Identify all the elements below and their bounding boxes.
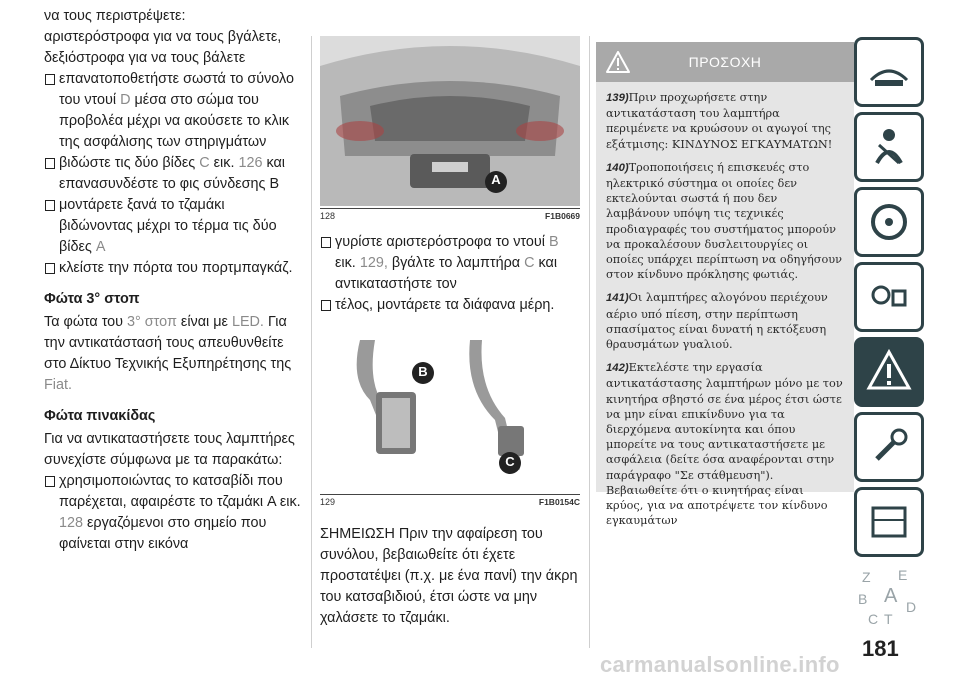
nav-tab-driving[interactable] — [854, 187, 924, 257]
wrench-icon — [857, 415, 921, 479]
middle-column-text — [320, 232, 580, 316]
warning-text: Πριν προχωρήσετε στην αντικατάσταση του λαμπτήρα περιμένετε να κρυώσουν οι αγωγοί της εξάτμισης: ΚΙΝΔΥΝΟΣ ΕΓΚΑΥΜΑΤΩΝ! — [606, 91, 833, 151]
note-text: ΣΗΜΕΙΩΣΗ Πριν την αφαίρεση του συνόλου, βεβαιωθείτε ότι έχετε προστατέψει (π.χ. με ένα πανί) την άκρη του κατσαβιδιού, έτσι ώστε να μην χαλάσετε το τζαμάκι. — [320, 526, 578, 626]
index-letter: E — [898, 567, 908, 583]
step-text: επανατοποθετήστε σωστά το σύνολο του ντουί — [59, 71, 295, 108]
heading-third-brake-light: Φώτα 3° στοπ — [44, 291, 140, 307]
ref-label: A — [95, 239, 106, 255]
step-text: μοντάρετε ξανά το τζαμάκι βιδώνοντας μέχρι το τέρμα τις δύο βίδες — [59, 197, 277, 255]
warning-141 — [606, 290, 844, 352]
warning-139 — [606, 90, 844, 152]
technical-data-icon — [857, 490, 921, 554]
warning-number: 139) — [606, 92, 629, 104]
steering-wheel-icon — [857, 190, 921, 254]
ref-label: B — [548, 234, 559, 250]
figure-caption — [320, 494, 580, 507]
warning-140 — [606, 160, 844, 283]
nav-tab-maintenance[interactable] — [854, 412, 924, 482]
fig-ref-prefix: εικ. — [279, 494, 301, 510]
warning-142 — [606, 360, 844, 528]
warning-text: Τροποποιήσεις ή επισκευές στο ηλεκτρικό σύστημα οι οποίες δεν εκτελούνται σωστά ή που δεν λαμβάνουν υπόψη τις τεχνικές προδιαγραφές του συστήματος μπορούν να προκαλέσουν δυσλειτουργίες οι οποίες υπάρχει περίπτωση να οδηγήσουν στον κίνδυνο πρόκλησης φωτιάς. — [606, 160, 843, 282]
step-close-trunk — [44, 258, 302, 279]
figure-128 — [320, 36, 580, 224]
index-letter: D — [906, 599, 917, 615]
step-turn-socket — [320, 232, 580, 295]
ref-label: C — [524, 255, 535, 271]
para-direction: αριστερόστροφα για να τους βγάλετε, δεξιόστροφα για να τους βάλετε — [44, 29, 282, 66]
nav-tab-dashboard[interactable] — [854, 37, 924, 107]
figure-caption — [320, 208, 580, 221]
step-text: χρησιμοποιώντας το κατσαβίδι που παρέχεται, αφαιρέστε το τζαμάκι — [59, 473, 283, 510]
step-text: εργαζόμενοι στο σημείο που φαίνεται στην εικόνα — [59, 515, 267, 552]
index-letter: C — [868, 611, 879, 627]
figure-number: 129 — [320, 497, 336, 507]
heading-plate-lights: Φώτα πινακίδας — [44, 408, 156, 424]
warning-text: Εκτελέστε την εργασία αντικατάστασης λαμπτήρων μόνο με τον κινητήρα σβηστό σε ένα μέρος έτσι ώστε να μην είναι επικίνδυνο για τα διερχόμενα αυτοκίνητα και όπου μπορείτε να τους αντικαταστήσετε με ασφάλεια (δείτε όσα αναφέρονται στην παράγραφο "Σε στάθμευση"). Βεβαιωθείτε ότι ο κινητήρας είναι κρύος, για να αποτρέψετε τον κίνδυνο εγκαυμάτων — [606, 361, 843, 528]
step-text: γυρίστε αριστερόστροφα το ντουί — [335, 234, 545, 250]
step-text: και αντικαταστήστε τον — [335, 255, 558, 292]
left-column — [44, 6, 302, 555]
column-divider — [311, 36, 312, 648]
index-letter: Z — [862, 569, 871, 585]
fig-ref-prefix: εικ. — [213, 155, 235, 171]
nav-tab-warning-lights[interactable] — [854, 262, 924, 332]
fig-ref: 126 — [238, 155, 263, 171]
checkbox-icon — [45, 200, 55, 211]
checkbox-icon — [45, 74, 55, 85]
index-letter: B — [858, 591, 868, 607]
nav-tab-technical-data[interactable] — [854, 487, 924, 557]
para-text: Για την αντικατάστασή τους απευθυνθείτε στο Δίκτυο Τεχνικής Εξυπηρέτησης της — [44, 314, 292, 372]
figure-129 — [320, 340, 580, 510]
index-letter: T — [884, 611, 893, 627]
column-divider — [589, 36, 590, 648]
para-plate-intro: Για να αντικαταστήσετε τους λαμπτήρες συνεχίστε σύμφωνα με τα παρακάτω: — [44, 431, 295, 468]
figure-code: F1B0154C — [538, 497, 580, 507]
checkbox-icon — [45, 476, 55, 487]
warning-lights-icon — [857, 265, 921, 329]
warning-number: 140) — [606, 161, 629, 174]
nav-tab-emergency[interactable] — [854, 337, 924, 407]
car-rear-illustration — [320, 36, 580, 206]
callout-c: C — [505, 454, 515, 469]
warning-body — [596, 82, 854, 528]
fig-ref: 128 — [59, 515, 84, 531]
para-text: είναι με — [180, 314, 228, 330]
index-letters-icon — [854, 562, 924, 632]
step-text: κλείστε την πόρτα του πορτμπαγκάζ. — [59, 260, 293, 276]
step-text: βγάλτε το λαμπτήρα — [391, 255, 521, 271]
para-continue: να τους περιστρέψετε: — [44, 8, 186, 24]
step-text: βιδώστε τις δύο βίδες — [59, 155, 196, 171]
step-refit — [320, 295, 580, 316]
step-text: μέσα στο σώμα του προβολέα μέχρι να ακούσετε το κλικ της ασφάλισης των στηριγμάτων — [59, 92, 290, 150]
step-reinsert-socket — [44, 69, 302, 153]
callout-a: A — [491, 172, 501, 187]
warning-text: Οι λαμπτήρες αλογόνου περιέχουν αέριο υπό πίεση, στην περίπτωση σπασίματος είναι δυνατή η εκτόξευση θραυσμάτων γυαλιού. — [606, 291, 828, 352]
fig-ref: 129, — [359, 255, 388, 271]
emergency-triangle-icon — [857, 340, 921, 404]
step-remove-lens — [44, 471, 302, 555]
index-letter: A — [884, 585, 898, 607]
bulb-socket-illustration — [320, 340, 580, 490]
step-screw — [44, 153, 302, 195]
warning-triangle-icon — [606, 51, 630, 73]
fig-ref-prefix: εικ. — [335, 255, 356, 271]
ref-label: A — [267, 494, 276, 510]
step-text: και επανασυνδέστε το φις σύνδεσης — [59, 155, 286, 192]
seatbelt-icon — [857, 115, 921, 179]
nav-tab-index[interactable] — [854, 562, 924, 632]
car-dashboard-icon — [857, 40, 921, 104]
step-text: τέλος, μοντάρετε τα διάφανα μέρη. — [335, 297, 555, 313]
checkbox-icon — [321, 300, 331, 311]
callout-b: B — [418, 364, 428, 379]
warning-box — [596, 42, 854, 528]
ref-label: D — [120, 92, 131, 108]
warning-number: 141) — [606, 292, 629, 305]
checkbox-icon — [321, 237, 331, 248]
checkbox-icon — [45, 263, 55, 274]
step-remount — [44, 195, 302, 258]
para-text: Τα φώτα του — [44, 314, 124, 330]
figure-code: F1B0669 — [545, 211, 580, 221]
para-term: LED. — [231, 314, 264, 330]
warning-number: 142) — [606, 362, 629, 375]
figure-number: 128 — [320, 211, 336, 221]
page-number: 181 — [862, 636, 899, 661]
watermark: carmanualsonline.info — [600, 652, 840, 677]
nav-tab-safety[interactable] — [854, 112, 924, 182]
note-block — [320, 524, 580, 629]
para-term: 3° στοπ — [127, 314, 177, 330]
brand-name: Fiat. — [44, 377, 72, 393]
checkbox-icon — [45, 158, 55, 169]
ref-label: C — [199, 155, 210, 171]
ref-label: B — [269, 176, 280, 192]
warning-title: ΠΡΟΣΟΧΗ — [688, 54, 762, 70]
warning-header — [596, 42, 854, 82]
